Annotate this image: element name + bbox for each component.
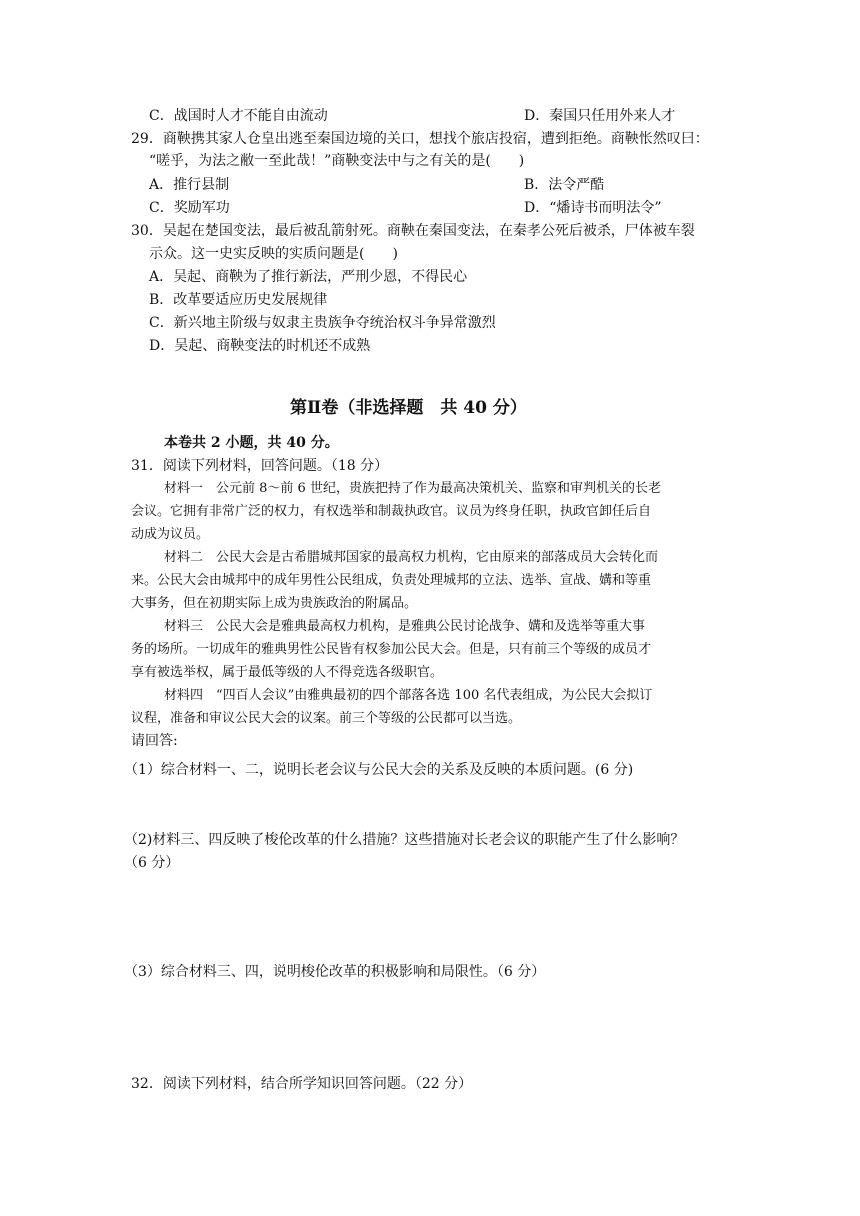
q31-prompt: 请回答:	[131, 733, 178, 749]
q31-material1-line1: 材料一 公元前 8～前 6 世纪，贵族把持了作为最高决策机关、监察和审判机关的长老	[164, 481, 661, 496]
q29-stem-line2: “嗟乎，为法之敝一至此哉！”商鞅变法中与之有关的是( )	[149, 153, 525, 169]
q31-material1-line2: 会议。它拥有非常广泛的权力，有权选举和制裁执政官。议员为终身任职，执政官卸任后自	[131, 504, 652, 519]
q31-material3-line2: 务的场所。一切成年的雅典男性公民皆有权参加公民大会。但是，只有前三个等级的成员才	[131, 642, 652, 657]
q29-option-c: C．奖励军功	[149, 200, 230, 216]
q31-stem: 31．阅读下列材料，回答问题。（18 分）	[131, 458, 389, 474]
q30-option-c: C．新兴地主阶级与奴隶主贵族争夺统治权斗争异常激烈	[149, 315, 496, 331]
q31-subquestion-2-line2: （6 分）	[124, 855, 180, 871]
q31-subquestion-2-line1: （2)材料三、四反映了梭伦改革的什么措施？这些措施对长老会议的职能产生了什么影响？	[124, 832, 685, 848]
q31-material3-line3: 享有被选举权，属于最低等级的人不得竞选各级职官。	[131, 665, 444, 680]
q30-option-b: B．改革要适应历史发展规律	[149, 292, 328, 308]
q31-subquestion-3: （3）综合材料三、四，说明梭伦改革的积极影响和局限性。（6 分）	[124, 964, 546, 980]
q29-stem-line1: 29．商鞅携其家人仓皇出逃至秦国边境的关口，想找个旅店投宿，遭到拒绝。商鞅怅然叹曰：	[131, 131, 709, 147]
q32-stem: 32．阅读下列材料，结合所学知识回答问题。（22 分）	[131, 1076, 473, 1092]
q28-option-d: D．秦国只任用外来人才	[524, 108, 676, 124]
q30-option-d: D．吴起、商鞅变法的时机还不成熟	[149, 338, 371, 354]
q29-option-b: B．法令严酷	[524, 177, 605, 193]
q31-material2-line3: 大事务，但在初期实际上成为贵族政治的附属品。	[131, 596, 418, 611]
section-title: 第Ⅱ卷（非选择题 共 40 分）	[290, 398, 527, 418]
q31-subquestion-1: （1）综合材料一、二，说明长老会议与公民大会的关系及反映的本质问题。(6 分)	[124, 762, 634, 778]
q31-material4-line1: 材料四 “四百人会议”由雅典最初的四个部落各选 100 名代表组成，为公民大会拟订	[164, 688, 653, 703]
q29-option-a: A．推行县制	[149, 177, 230, 193]
q28-option-c: C．战国时人才不能自由流动	[149, 108, 328, 124]
q31-material4-line2: 议程，准备和审议公民大会的议案。前三个等级的公民都可以当选。	[131, 711, 522, 726]
q31-material1-line3: 动成为议员。	[131, 527, 210, 542]
q29-option-d: D．“燔诗书而明法令”	[524, 200, 662, 216]
q31-material3-line1: 材料三 公民大会是雅典最高权力机构，是雅典公民讨论战争、媾和及选举等重大事	[164, 619, 646, 634]
q31-material2-line1: 材料二 公民大会是古希腊城邦国家的最高权力机构，它由原来的部落成员大会转化而	[164, 550, 659, 565]
q30-option-a: A．吴起、商鞅为了推行新法，严刑少恩，不得民心	[149, 269, 468, 285]
section-subtitle: 本卷共 2 小题，共 40 分。	[164, 435, 339, 451]
q30-stem-line1: 30．吴起在楚国变法，最后被乱箭射死。商鞅在秦国变法，在秦孝公死后被杀，尸体被车裂	[131, 223, 695, 239]
q31-material2-line2: 来。公民大会由城邦中的成年男性公民组成，负责处理城邦的立法、选举、宣战、媾和等重	[131, 573, 652, 588]
q30-stem-line2: 示众。这一史实反映的实质问题是( )	[149, 246, 398, 262]
